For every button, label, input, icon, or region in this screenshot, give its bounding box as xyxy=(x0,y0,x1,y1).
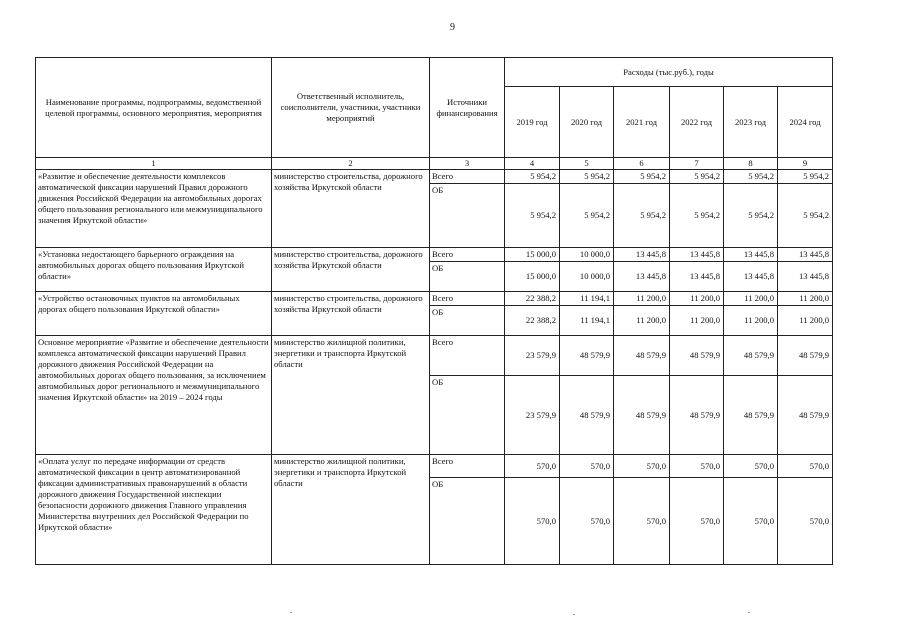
value-cell: 570,0 xyxy=(778,478,833,565)
header-name-cell: Наименование программы, подпрограммы, ведомственной целевой программы, основного мероприятия, мероприятия xyxy=(36,58,272,158)
value-cell: 570,0 xyxy=(724,455,778,478)
source-cell: ОБ xyxy=(430,376,505,455)
value-cell: 15 000,0 xyxy=(505,248,560,262)
value-cell: 13 445,8 xyxy=(778,248,833,262)
source-cell: ОБ xyxy=(430,306,505,336)
value-cell: 570,0 xyxy=(505,455,560,478)
header-year: 2024 год xyxy=(778,87,833,158)
table-row xyxy=(36,248,833,262)
value-cell: 13 445,8 xyxy=(670,262,724,292)
value-cell: 48 579,9 xyxy=(724,376,778,455)
column-number-row xyxy=(36,158,833,170)
column-number: 5 xyxy=(560,158,614,170)
measure-name-cell: «Установка недостающего барьерного ограждения на автомобильных дорогах общего пользования Иркутской области» xyxy=(36,248,272,292)
table-row xyxy=(36,170,833,184)
value-cell: 13 445,8 xyxy=(778,262,833,292)
header-source-cell: Источники финансирования xyxy=(430,58,505,158)
value-cell: 48 579,9 xyxy=(670,336,724,376)
executor-cell: министерство жилищной политики, энергетики и транспорта Иркутской области xyxy=(272,455,430,565)
value-cell: 22 388,2 xyxy=(505,292,560,306)
value-cell: 15 000,0 xyxy=(505,262,560,292)
value-cell: 570,0 xyxy=(614,455,670,478)
scan-speck xyxy=(290,612,292,613)
measure-name-cell: «Устройство остановочных пунктов на автомобильных дорогах общего пользования Иркутской области» xyxy=(36,292,272,336)
header-year: 2020 год xyxy=(560,87,614,158)
value-cell: 10 000,0 xyxy=(560,262,614,292)
page-number: 9 xyxy=(450,22,455,33)
value-cell: 570,0 xyxy=(778,455,833,478)
source-cell: Всего xyxy=(430,248,505,262)
value-cell: 13 445,8 xyxy=(614,262,670,292)
column-number: 9 xyxy=(778,158,833,170)
value-cell: 5 954,2 xyxy=(778,170,833,184)
value-cell: 48 579,9 xyxy=(614,336,670,376)
column-number: 1 xyxy=(36,158,272,170)
executor-cell: министерство строительства, дорожного хозяйства Иркутской области xyxy=(272,170,430,248)
value-cell: 22 388,2 xyxy=(505,306,560,336)
table-row xyxy=(36,455,833,478)
value-cell: 11 194,1 xyxy=(560,306,614,336)
value-cell: 570,0 xyxy=(724,478,778,565)
value-cell: 48 579,9 xyxy=(560,336,614,376)
header-executor-cell: Ответственный исполнитель, соисполнители, участники, участники мероприятий xyxy=(272,58,430,158)
scan-speck xyxy=(573,614,575,615)
value-cell: 11 200,0 xyxy=(614,292,670,306)
value-cell: 11 200,0 xyxy=(670,306,724,336)
value-cell: 48 579,9 xyxy=(778,336,833,376)
value-cell: 5 954,2 xyxy=(614,184,670,248)
value-cell: 570,0 xyxy=(505,478,560,565)
source-cell: Всего xyxy=(430,336,505,376)
source-cell: ОБ xyxy=(430,478,505,565)
source-cell: Всего xyxy=(430,170,505,184)
value-cell: 13 445,8 xyxy=(670,248,724,262)
value-cell: 5 954,2 xyxy=(670,170,724,184)
value-cell: 48 579,9 xyxy=(670,376,724,455)
value-cell: 11 200,0 xyxy=(778,292,833,306)
measure-name-cell: «Оплата услуг по передаче информации от средств автоматической фиксации в центр автоматизированной фиксации административных правонарушений в области дорожного движения Государственной инспекции безопасности дорожного движения Главного управления Министерства внутренних дел Российской Федерации по Иркутской области» xyxy=(36,455,272,565)
value-cell: 48 579,9 xyxy=(560,376,614,455)
column-number: 8 xyxy=(724,158,778,170)
value-cell: 5 954,2 xyxy=(560,184,614,248)
value-cell: 570,0 xyxy=(560,478,614,565)
source-cell: ОБ xyxy=(430,184,505,248)
executor-cell: министерство строительства, дорожного хозяйства Иркутской области xyxy=(272,292,430,336)
header-year: 2022 год xyxy=(670,87,724,158)
value-cell: 5 954,2 xyxy=(670,184,724,248)
value-cell: 5 954,2 xyxy=(614,170,670,184)
column-number: 3 xyxy=(430,158,505,170)
value-cell: 48 579,9 xyxy=(778,376,833,455)
value-cell: 13 445,8 xyxy=(724,262,778,292)
header-expenses-cell: Расходы (тыс.руб.), годы xyxy=(505,58,833,87)
value-cell: 48 579,9 xyxy=(724,336,778,376)
column-number: 2 xyxy=(272,158,430,170)
header-year: 2023 год xyxy=(724,87,778,158)
value-cell: 5 954,2 xyxy=(560,170,614,184)
value-cell: 570,0 xyxy=(614,478,670,565)
source-cell: ОБ xyxy=(430,262,505,292)
value-cell: 48 579,9 xyxy=(614,376,670,455)
measure-name-cell: Основное мероприятие «Развитие и обеспечение деятельности комплекса автоматической фиксации нарушений Правил дорожного движения Российской Федерации на автомобильных дорогах общего пользования, за исключением автомобильных дорог регионального и межмуниципального значения Иркутской области» на 2019 – 2024 годы xyxy=(36,336,272,455)
table-row xyxy=(36,336,833,376)
source-cell: Всего xyxy=(430,455,505,478)
header-year: 2019 год xyxy=(505,87,560,158)
value-cell: 5 954,2 xyxy=(505,170,560,184)
value-cell: 5 954,2 xyxy=(505,184,560,248)
value-cell: 570,0 xyxy=(670,478,724,565)
value-cell: 23 579,9 xyxy=(505,376,560,455)
source-cell: Всего xyxy=(430,292,505,306)
value-cell: 13 445,8 xyxy=(724,248,778,262)
value-cell: 11 194,1 xyxy=(560,292,614,306)
value-cell: 5 954,2 xyxy=(724,170,778,184)
value-cell: 11 200,0 xyxy=(724,292,778,306)
executor-cell: министерство строительства, дорожного хозяйства Иркутской области xyxy=(272,248,430,292)
value-cell: 10 000,0 xyxy=(560,248,614,262)
value-cell: 5 954,2 xyxy=(724,184,778,248)
value-cell: 570,0 xyxy=(670,455,724,478)
executor-cell: министерство жилищной политики, энергетики и транспорта Иркутской области xyxy=(272,336,430,455)
scan-speck xyxy=(748,612,750,613)
header-row-1 xyxy=(36,58,833,87)
value-cell: 11 200,0 xyxy=(778,306,833,336)
value-cell: 23 579,9 xyxy=(505,336,560,376)
budget-table xyxy=(35,57,833,565)
column-number: 4 xyxy=(505,158,560,170)
value-cell: 570,0 xyxy=(560,455,614,478)
header-year: 2021 год xyxy=(614,87,670,158)
value-cell: 5 954,2 xyxy=(778,184,833,248)
measure-name-cell: «Развитие и обеспечение деятельности комплексов автоматической фиксации нарушений Правил дорожного движения Российской Федерации на автомобильных дорогах общего пользования регионального или межмуниципального значения Иркутской области» xyxy=(36,170,272,248)
value-cell: 11 200,0 xyxy=(724,306,778,336)
column-number: 6 xyxy=(614,158,670,170)
value-cell: 13 445,8 xyxy=(614,248,670,262)
value-cell: 11 200,0 xyxy=(614,306,670,336)
table-row xyxy=(36,292,833,306)
value-cell: 11 200,0 xyxy=(670,292,724,306)
column-number: 7 xyxy=(670,158,724,170)
